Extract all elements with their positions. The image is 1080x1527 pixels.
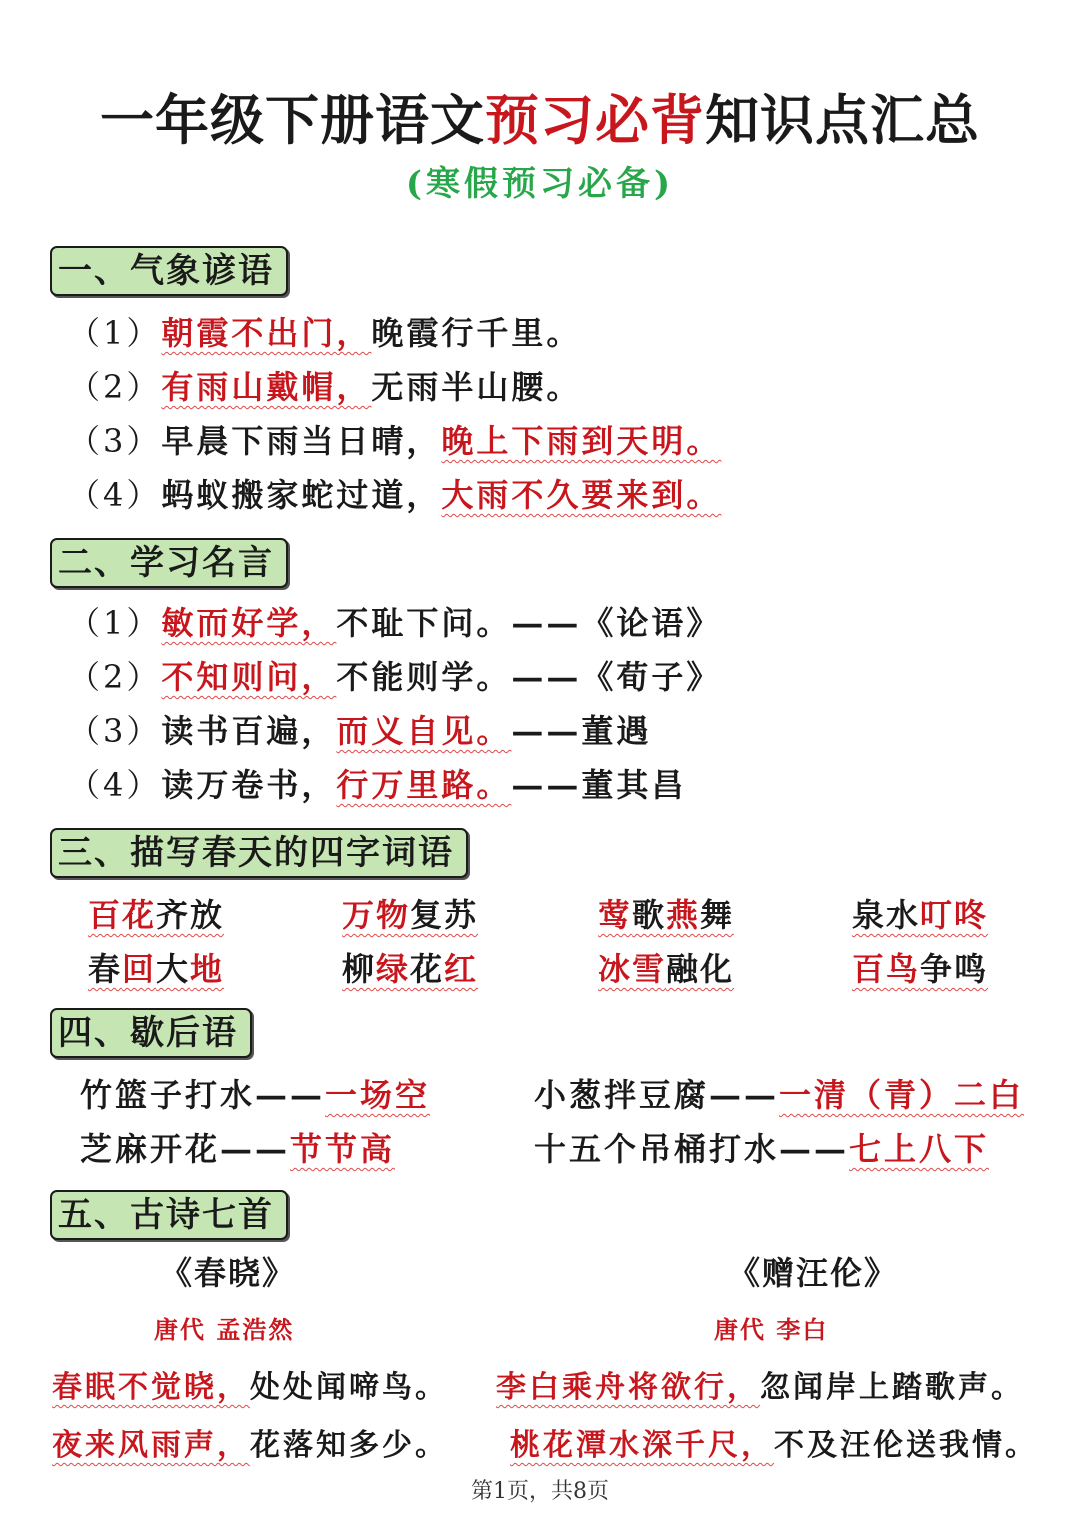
title-part2: 知识点汇总 xyxy=(705,89,980,152)
title-highlight: 预习必背 xyxy=(485,89,705,152)
poem-line: 春眠不觉晓，处处闻啼鸟。 xyxy=(52,1370,448,1405)
page-subtitle: (寒假预习必备) xyxy=(405,164,675,204)
spring-idiom: 莺歌燕舞 xyxy=(598,896,735,934)
learning-quote-line: （2）不知则问，不能则学。——《荀子》 xyxy=(68,658,722,696)
poem-line: 夜来风雨声，花落知多少。 xyxy=(52,1428,448,1463)
spring-idiom: 百花齐放 xyxy=(88,896,225,934)
spring-idiom: 冰雪融化 xyxy=(598,950,735,988)
poem-author: 唐代 李白 xyxy=(714,1315,829,1344)
spring-idiom: 泉水叮咚 xyxy=(852,896,989,934)
spring-idiom: 万物复苏 xyxy=(342,896,479,934)
poem-line: 李白乘舟将欲行，忽闻岸上踏歌声。 xyxy=(496,1370,1024,1405)
xiehouyu-item: 竹篮子打水——一场空 xyxy=(80,1076,431,1114)
xiehouyu-item: 小葱拌豆腐——一清（青）二白 xyxy=(534,1076,1025,1114)
section-heading-ancient-poems: 五、古诗七首 xyxy=(50,1190,288,1240)
learning-quote-line: （1）敏而好学，不耻下问。——《论语》 xyxy=(68,604,722,642)
section-heading-weather-proverbs: 一、气象谚语 xyxy=(50,246,288,296)
xiehouyu-item: 芝麻开花——节节高 xyxy=(80,1130,396,1168)
weather-proverb-line: （4）蚂蚁搬家蛇过道，大雨不久要来到。 xyxy=(68,476,722,514)
weather-proverb-line: （1）朝霞不出门，晚霞行千里。 xyxy=(68,314,582,352)
xiehouyu-item: 十五个吊桶打水——七上八下 xyxy=(534,1130,990,1168)
weather-proverb-line: （2）有雨山戴帽，无雨半山腰。 xyxy=(68,368,582,406)
page-number-footer: 第1页，共8页 xyxy=(471,1479,609,1504)
page-title xyxy=(0,78,1080,155)
poem-title: 《春晓》 xyxy=(160,1254,297,1292)
spring-idiom: 百鸟争鸣 xyxy=(852,950,989,988)
weather-proverb-line: （3）早晨下雨当日晴，晚上下雨到天明。 xyxy=(68,422,722,460)
spring-idiom: 柳绿花红 xyxy=(342,950,479,988)
spring-idiom: 春回大地 xyxy=(88,950,225,988)
learning-quote-line: （4）读万卷书，行万里路。——董其昌 xyxy=(68,766,687,804)
section-heading-spring-idioms: 三、描写春天的四字词语 xyxy=(50,828,468,878)
poem-title: 《赠汪伦》 xyxy=(728,1254,899,1292)
section-heading-learning-quotes: 二、学习名言 xyxy=(50,538,288,588)
learning-quote-line: （3）读书百遍，而义自见。——董遇 xyxy=(68,712,652,750)
section-heading-xiehouyu: 四、歇后语 xyxy=(50,1008,252,1058)
poem-line: 桃花潭水深千尺，不及汪伦送我情。 xyxy=(510,1428,1038,1463)
title-part1: 一年级下册语文 xyxy=(100,89,485,152)
poem-author: 唐代 孟浩然 xyxy=(154,1315,295,1344)
